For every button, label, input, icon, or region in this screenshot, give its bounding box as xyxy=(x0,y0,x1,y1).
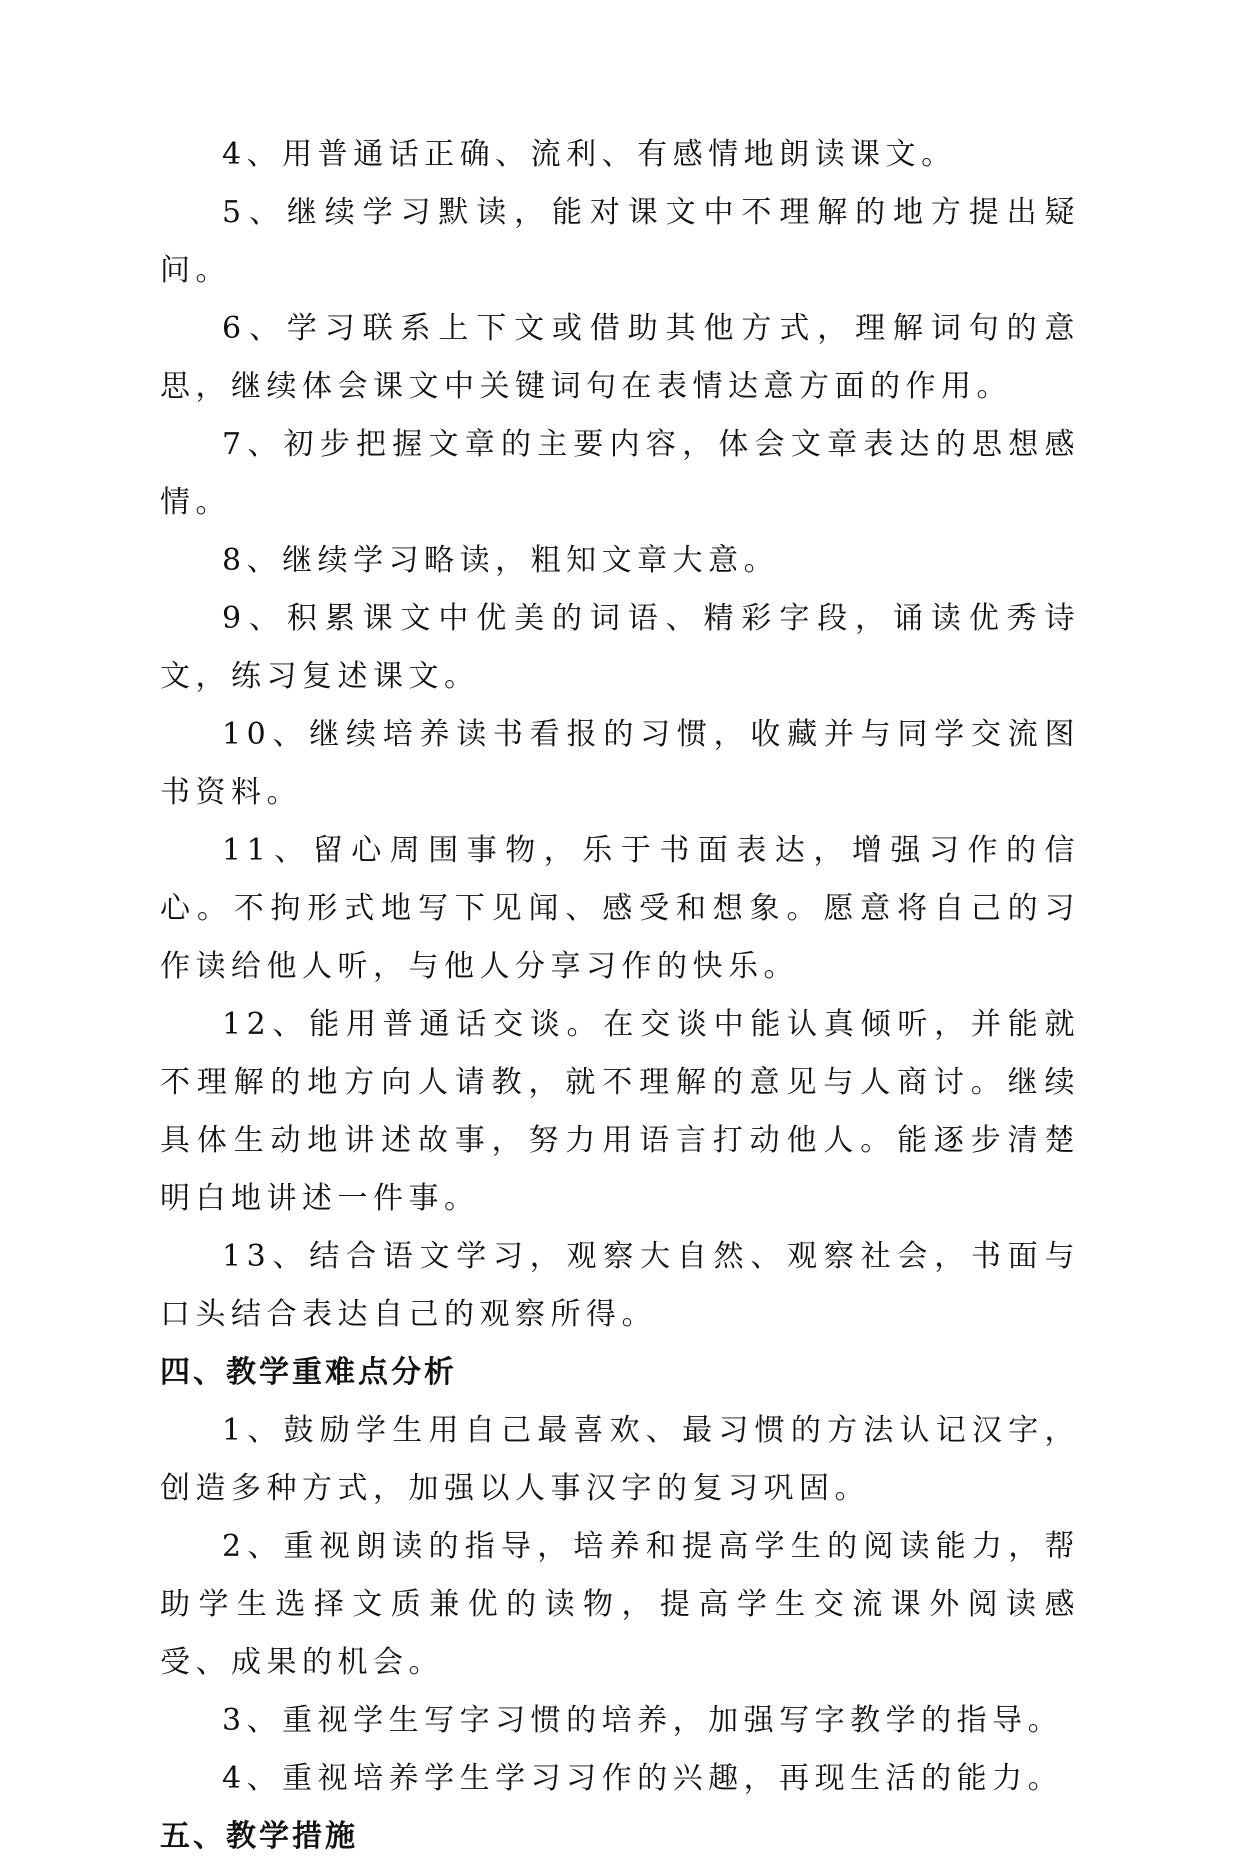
key-point-item-2: 2、重视朗读的指导，培养和提高学生的阅读能力，帮助学生选择文质兼优的读物，提高学生交流课外阅读感受、成果的机会。 xyxy=(160,1529,1080,1680)
goal-item-9: 9、积累课文中优美的词语、精彩字段，诵读优秀诗文，练习复述课文。 xyxy=(160,601,1080,694)
section-five-heading: 五、教学措施 xyxy=(160,1819,358,1854)
key-point-item-4: 4、重视培养学生学习习作的兴趣，再现生活的能力。 xyxy=(222,1761,1064,1796)
goal-item-8: 8、继续学习略读，粗知文章大意。 xyxy=(222,543,780,578)
goal-item-10: 10、继续培养读书看报的习惯，收藏并与同学交流图书资料。 xyxy=(160,717,1080,810)
key-point-item-1: 1、鼓励学生用自己最喜欢、最习惯的方法认记汉字，创造多种方式，加强以人事汉字的复习巩固。 xyxy=(160,1413,1080,1506)
section-four-heading: 四、教学重难点分析 xyxy=(160,1355,457,1390)
key-point-item-3: 3、重视学生写字习惯的培养，加强写字教学的指导。 xyxy=(222,1703,1064,1738)
goal-item-13: 13、结合语文学习，观察大自然、观察社会，书面与口头结合表达自己的观察所得。 xyxy=(160,1239,1080,1332)
goal-item-11: 11、留心周围事物，乐于书面表达，增强习作的信心。不拘形式地写下见闻、感受和想象。愿意将自己的习作读给他人听，与他人分享习作的快乐。 xyxy=(160,833,1080,984)
goal-item-6: 6、学习联系上下文或借助其他方式，理解词句的意思，继续体会课文中关键词句在表情达意方面的作用。 xyxy=(160,311,1080,404)
goal-item-7: 7、初步把握文章的主要内容，体会文章表达的思想感情。 xyxy=(160,427,1080,520)
goal-item-12: 12、能用普通话交谈。在交谈中能认真倾听，并能就不理解的地方向人请教，就不理解的意见与人商讨。继续具体生动地讲述故事，努力用语言打动他人。能逐步清楚明白地讲述一件事。 xyxy=(160,1007,1080,1216)
document-body xyxy=(160,126,1080,1866)
goal-item-4: 4、用普通话正确、流利、有感情地朗读课文。 xyxy=(222,137,957,172)
goal-item-5: 5、继续学习默读，能对课文中不理解的地方提出疑问。 xyxy=(160,195,1080,288)
